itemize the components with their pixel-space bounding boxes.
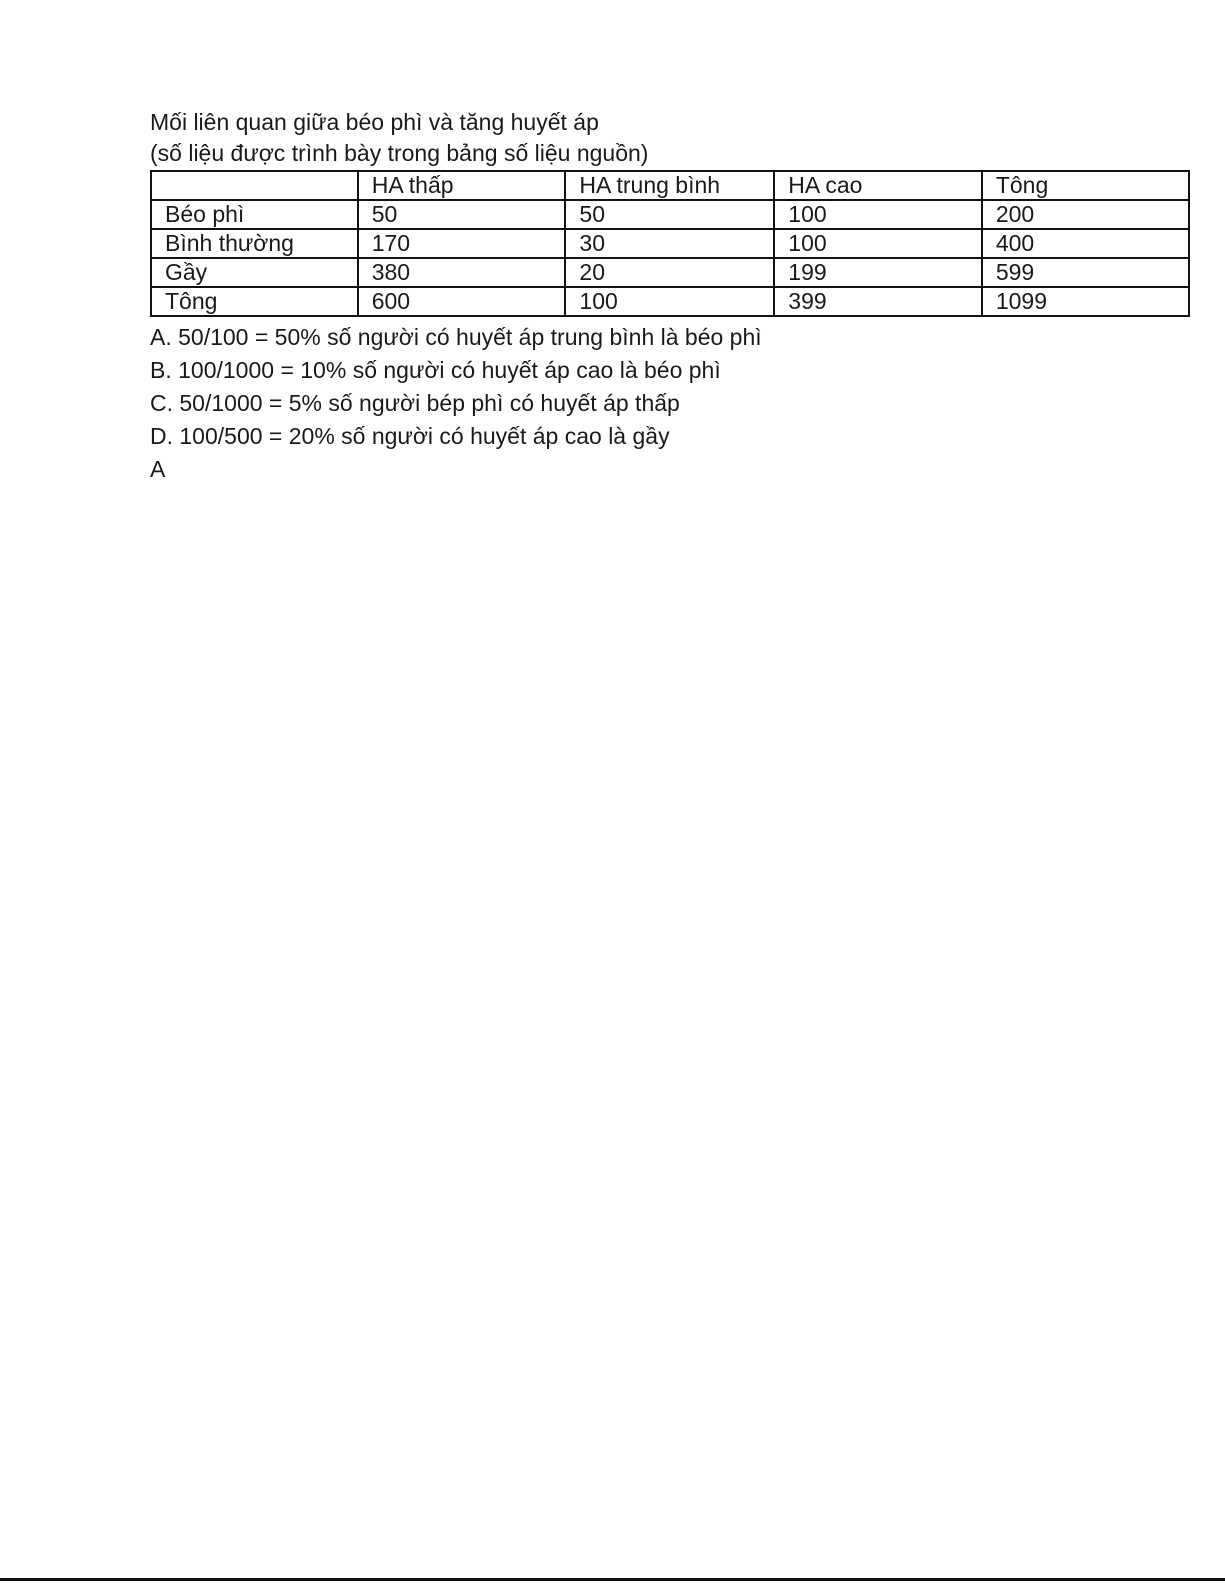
table-cell: 50 bbox=[565, 200, 774, 229]
table-cell: 600 bbox=[358, 287, 566, 316]
table-cell: 50 bbox=[358, 200, 566, 229]
table-cell: 400 bbox=[982, 229, 1189, 258]
table-row bbox=[151, 200, 1189, 229]
question-subtitle: (số liệu được trình bày trong bảng số liệu nguồn) bbox=[150, 140, 649, 166]
table-header-cell bbox=[151, 171, 358, 200]
option-a: A. 50/100 = 50% số người có huyết áp trung bình là béo phì bbox=[150, 324, 762, 350]
table-cell: 100 bbox=[774, 200, 982, 229]
table-header-cell: HA thấp bbox=[358, 171, 566, 200]
table-cell: 599 bbox=[982, 258, 1189, 287]
table-row bbox=[151, 287, 1189, 316]
table-cell: 380 bbox=[358, 258, 566, 287]
option-b: B. 100/1000 = 10% số người có huyết áp cao là béo phì bbox=[150, 357, 721, 383]
table-cell: 170 bbox=[358, 229, 566, 258]
table-cell: 30 bbox=[565, 229, 774, 258]
table-cell: 199 bbox=[774, 258, 982, 287]
table-row bbox=[151, 229, 1189, 258]
table-cell: Tông bbox=[151, 287, 358, 316]
answer-options bbox=[150, 321, 1192, 486]
table-cell: 100 bbox=[565, 287, 774, 316]
table-header-row bbox=[151, 171, 1189, 200]
document-page bbox=[150, 106, 1192, 486]
table-cell: 200 bbox=[982, 200, 1189, 229]
page-bottom-rule bbox=[0, 1578, 1225, 1581]
option-c: C. 50/1000 = 5% số người bép phì có huyết áp thấp bbox=[150, 390, 680, 416]
option-d: D. 100/500 = 20% số người có huyết áp cao là gầy bbox=[150, 423, 670, 449]
table-cell: Béo phì bbox=[151, 200, 358, 229]
table-cell: 100 bbox=[774, 229, 982, 258]
data-table bbox=[150, 170, 1190, 317]
table-row bbox=[151, 258, 1189, 287]
question-title: Mối liên quan giữa béo phì và tăng huyết áp bbox=[150, 109, 599, 135]
table-cell: Bình thường bbox=[151, 229, 358, 258]
table-cell: Gầy bbox=[151, 258, 358, 287]
answer-key: A bbox=[150, 456, 166, 482]
table-cell: 20 bbox=[565, 258, 774, 287]
table-cell: 1099 bbox=[982, 287, 1189, 316]
table-cell: 399 bbox=[774, 287, 982, 316]
table-header-cell: HA cao bbox=[774, 171, 982, 200]
table-header-cell: HA trung bình bbox=[565, 171, 774, 200]
table-header-cell: Tông bbox=[982, 171, 1189, 200]
